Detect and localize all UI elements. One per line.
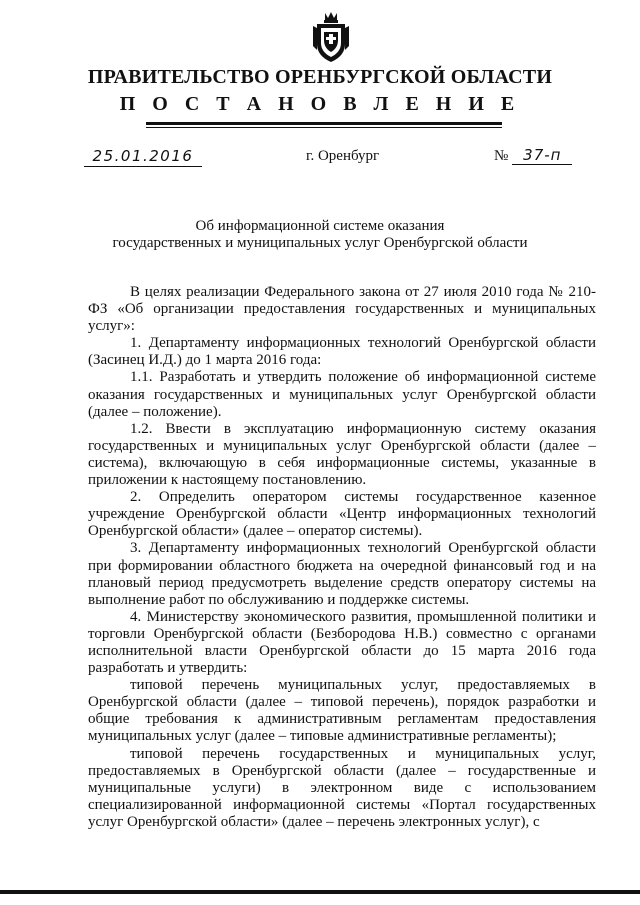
paragraph-3: 3. Департаменту информационных технологий Оренбургской области при формировании областного бюджета на очередной финансовый год и на плановый период предусмотреть выделение средств оператору системы на выполнение работ по обслуживанию и поддержке системы.: [88, 540, 596, 608]
document-number: 37-п: [512, 146, 572, 165]
document-city: г. Оренбург: [306, 148, 380, 164]
paragraph-1-1: 1.1. Разработать и утвердить положение об информационной системе оказания государственных и муниципальных услуг Оренбургской области (далее – положение).: [88, 369, 596, 420]
government-title: ПРАВИТЕЛЬСТВО ОРЕНБУРГСКОЙ ОБЛАСТИ: [87, 66, 553, 88]
document-subject: [0, 218, 640, 252]
document-body: [88, 284, 596, 831]
number-label: №: [494, 148, 509, 164]
paragraph-4-item-1: типовой перечень муниципальных услуг, предоставляемых в Оренбургской области (далее – типовой перечень), порядок разработки и общие требования к административным регламентам предоставления муниципальных услуг (далее – типовые административные регламенты);: [88, 677, 596, 745]
subject-line-2: государственных и муниципальных услуг Оренбургской области: [112, 235, 528, 251]
paragraph-2: 2. Определить оператором системы государственное казенное учреждение Оренбургской области «Центр информационных технологий Оренбургской области» (далее – оператор системы).: [88, 489, 596, 540]
document-number-block: [494, 146, 572, 165]
page-bottom-edge: [0, 890, 640, 894]
header-rule-thin: [146, 127, 502, 128]
subject-line-1: Об информационной системе оказания: [195, 218, 445, 234]
coat-of-arms-icon: [311, 10, 351, 64]
paragraph-1-2: 1.2. Ввести в эксплуатацию информационную систему оказания государственных и муниципальных услуг Оренбургской области (далее – система), включающую в себя информационные системы, указанные в приложении к настоящему постановлению.: [88, 420, 596, 489]
paragraph-4-item-2: типовой перечень государственных и муниципальных услуг, предоставляемых в Оренбургской области (далее – государственные и муниципальные услуги) в электронном виде с использованием специализированной информационной системы «Портал государственных услуг Оренбургской области» (далее – перечень электронных услуг), с: [88, 745, 596, 830]
paragraph-4: 4. Министерству экономического развития, промышленной политики и торговли Оренбургской области (Безбородова Н.В.) совместно с органами исполнительной власти Оренбургской области до 15 марта 2016 года разработать и утвердить:: [88, 608, 596, 677]
document-type: П О С Т А Н О В Л Е Н И Е: [119, 93, 521, 115]
paragraph-preamble: В целях реализации Федерального закона от 27 июля 2010 года № 210-ФЗ «Об организации предоставления государственных и муниципальных услуг»:: [88, 284, 596, 335]
header-rule-thick: [146, 122, 502, 125]
paragraph-1: 1. Департаменту информационных технологий Оренбургской области (Засинец И.Д.) до 1 марта 2016 года:: [88, 335, 596, 369]
document-date: 25.01.2016: [84, 147, 202, 167]
